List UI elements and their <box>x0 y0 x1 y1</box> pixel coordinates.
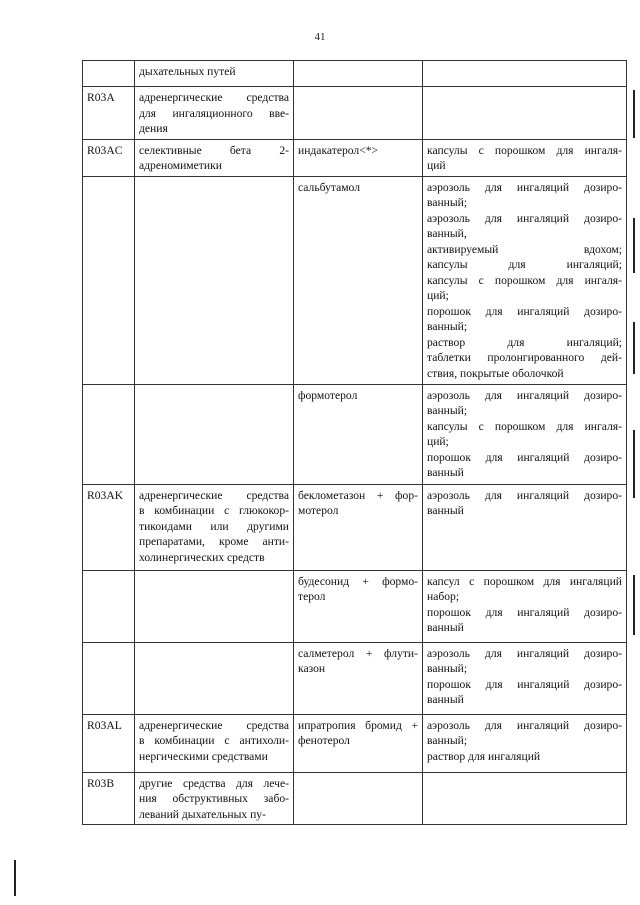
anatomical-therapeutic-group-cell <box>135 176 294 384</box>
table-row <box>83 484 627 570</box>
cell-text-line: ния обструктивных забо- <box>139 792 289 805</box>
atc-code-cell <box>83 642 135 714</box>
table-row <box>83 61 627 87</box>
cell-text-line: в комбинации с глюкокор- <box>139 504 289 517</box>
dosage-forms-cell <box>423 772 627 825</box>
dosage-forms-cell <box>423 87 627 140</box>
anatomical-therapeutic-group-cell <box>135 61 294 87</box>
table-row <box>83 570 627 642</box>
cell-text-line: таблетки пролонгированного дей- <box>427 351 622 364</box>
drug-name-cell <box>294 714 423 772</box>
table-row <box>83 642 627 714</box>
cell-text-line: формотерол <box>298 388 358 402</box>
cell-text-line: аэрозоль для ингаляций дозиро- <box>427 646 622 660</box>
dosage-forms-cell <box>423 570 627 642</box>
dosage-forms-cell <box>423 176 627 384</box>
drug-name-cell <box>294 484 423 570</box>
cell-text-line: будесонид + формо- <box>298 574 418 588</box>
cell-text-line: капсул с порошком для ингаляций <box>427 574 622 588</box>
cell-text-line: для ингаляционного вве- <box>139 106 289 120</box>
atc-code-cell: R03AC <box>83 139 135 176</box>
anatomical-therapeutic-group-cell <box>135 87 294 140</box>
anatomical-therapeutic-group-cell <box>135 384 294 484</box>
dosage-forms-cell <box>423 484 627 570</box>
cell-text-line: ванный; <box>427 662 468 675</box>
atc-code-cell: R03A <box>83 87 135 140</box>
table-row <box>83 176 627 384</box>
cell-text-line: салметерол + флути- <box>298 646 418 660</box>
cell-text-line: капсулы с порошком для ингаля- <box>427 143 622 157</box>
atc-code-cell: R03AL <box>83 714 135 772</box>
cell-text-line: нергическими средствами <box>139 749 268 763</box>
scan-mark <box>633 322 635 374</box>
atc-code-cell <box>83 384 135 484</box>
anatomical-therapeutic-group-cell <box>135 139 294 176</box>
table-row <box>83 772 627 825</box>
anatomical-therapeutic-group-cell <box>135 570 294 642</box>
drug-name-cell <box>294 139 423 176</box>
cell-text-line: раствор для ингаляций; <box>427 335 622 349</box>
cell-text-line: ций <box>427 159 446 172</box>
cell-text-line: леваний дыхательных пу- <box>139 807 266 821</box>
cell-text-line: в комбинации с антихоли- <box>139 734 289 747</box>
drug-name-cell <box>294 570 423 642</box>
cell-text-line: дыхательных путей <box>139 65 236 78</box>
cell-text-line: порошок для ингаляций дозиро- <box>427 450 622 464</box>
cell-text-line: казон <box>298 662 326 675</box>
cell-text-line: набор; <box>427 590 460 603</box>
cell-text-line: аэрозоль для ингаляций дозиро- <box>427 180 622 194</box>
cell-text-line: мотерол <box>298 504 339 517</box>
atc-code-cell: R03B <box>83 772 135 825</box>
cell-text-line: дения <box>139 122 168 135</box>
cell-text-line: ций; <box>427 289 449 302</box>
cell-text-line: ствия, покрытые оболочкой <box>427 366 564 380</box>
cell-text-line: беклометазон + фор- <box>298 488 418 502</box>
cell-text-line: ипратропия бромид + <box>298 718 418 732</box>
anatomical-therapeutic-group-cell <box>135 714 294 772</box>
cell-text-line: ванный <box>427 504 464 517</box>
cell-text-line: тикоидами или другими <box>139 519 289 533</box>
cell-text-line: индакатерол<*> <box>298 143 379 157</box>
cell-text-line: ванный; <box>427 196 468 209</box>
table-row <box>83 139 627 176</box>
cell-text-line: холинергических средств <box>139 550 265 564</box>
cell-text-line: аэрозоль для ингаляций дозиро- <box>427 211 622 225</box>
drug-name-cell <box>294 642 423 714</box>
cell-text-line: ванный; <box>427 404 468 417</box>
dosage-forms-cell <box>423 61 627 87</box>
anatomical-therapeutic-group-cell <box>135 484 294 570</box>
cell-text-line: фенотерол <box>298 734 350 747</box>
dosage-forms-cell <box>423 384 627 484</box>
cell-text-line: ций; <box>427 435 449 448</box>
anatomical-therapeutic-group-cell <box>135 772 294 825</box>
cell-text-line: аэрозоль для ингаляций дозиро- <box>427 488 622 502</box>
table-row <box>83 714 627 772</box>
atc-code-cell <box>83 570 135 642</box>
cell-text-line: ванный; <box>427 320 468 333</box>
cell-text-line: адренергические средства <box>139 718 289 732</box>
table-row <box>83 384 627 484</box>
scan-mark <box>633 430 635 498</box>
cell-text-line: ванный <box>427 621 464 634</box>
dosage-forms-cell <box>423 139 627 176</box>
cell-text-line: адреномиметики <box>139 159 222 172</box>
cell-text-line: ванный <box>427 466 464 479</box>
atc-drug-table <box>82 60 627 825</box>
cell-text-line: препаратами, кроме анти- <box>139 535 289 548</box>
cell-text-line: терол <box>298 590 326 603</box>
cell-text-line: порошок для ингаляций дозиро- <box>427 677 622 691</box>
cell-text-line: адренергические средства <box>139 488 289 502</box>
cell-text-line: капсулы с порошком для ингаля- <box>427 419 622 433</box>
cell-text-line: аэрозоль для ингаляций дозиро- <box>427 388 622 402</box>
scan-mark <box>14 860 16 896</box>
cell-text-line: аэрозоль для ингаляций дозиро- <box>427 718 622 732</box>
drug-name-cell <box>294 61 423 87</box>
dosage-forms-cell <box>423 642 627 714</box>
scan-mark <box>633 218 635 273</box>
cell-text-line: ванный; <box>427 734 468 747</box>
cell-text-line: порошок для ингаляций дозиро- <box>427 605 622 619</box>
cell-text-line: другие средства для лече- <box>139 776 289 790</box>
scan-mark <box>633 90 635 138</box>
table-row <box>83 87 627 140</box>
dosage-forms-cell <box>423 714 627 772</box>
cell-text-line: ванный <box>427 693 464 706</box>
cell-text-line: сальбутамол <box>298 180 360 194</box>
cell-text-line: порошок для ингаляций дозиро- <box>427 304 622 318</box>
cell-text-line: капсулы для ингаляций; <box>427 258 622 271</box>
cell-text-line: активируемый вдохом; <box>427 242 622 256</box>
anatomical-therapeutic-group-cell <box>135 642 294 714</box>
drug-name-cell <box>294 384 423 484</box>
drug-name-cell <box>294 87 423 140</box>
drug-name-cell <box>294 772 423 825</box>
atc-code-cell: R03AK <box>83 484 135 570</box>
cell-text-line: адренергические средства <box>139 91 289 104</box>
atc-code-cell <box>83 176 135 384</box>
cell-text-line: селективные бета 2- <box>139 143 289 157</box>
cell-text-line: ванный, <box>427 227 467 240</box>
cell-text-line: капсулы с порошком для ингаля- <box>427 273 622 287</box>
drug-name-cell <box>294 176 423 384</box>
scan-mark <box>633 575 635 635</box>
cell-text-line: раствор для ингаляций <box>427 749 541 763</box>
atc-code-cell <box>83 61 135 87</box>
page-number: 41 <box>314 31 326 43</box>
